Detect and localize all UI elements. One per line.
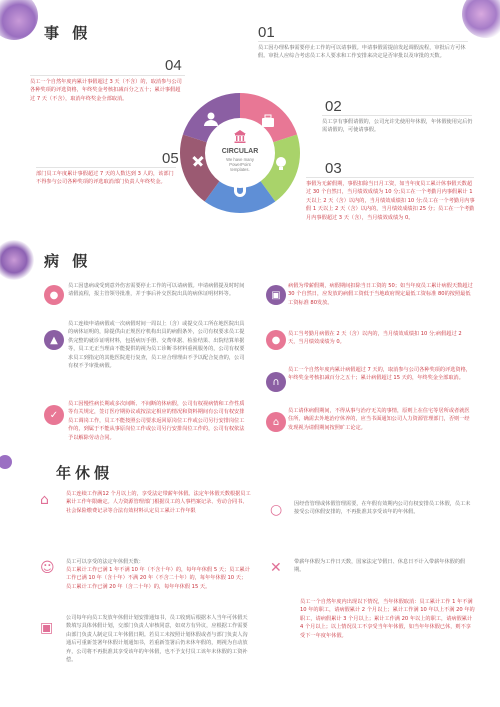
nianjia-left-2b: 员工累计工作已满 1 年不满 10 年（不含十年）的，每年年休假 5 天；员工累计工作已满 10 年（含十年）不满 20 年（不含二十年）的，每年年休假 10 天；员工累计工作已满 20 年（含二十年）的，每年年休假 15 天。 <box>66 567 250 590</box>
nianjia-left-2a: 员工可以享受的法定年休假天数： <box>66 559 144 565</box>
shijia-text-01: 员工因办理私事需要停止工作的可以请事假。申请事假需提前发起调假流程，审批后方可休假。审批人应综合考虑员工本人要求和工作安排来决定是否审批以及审批的天数。 <box>258 45 466 60</box>
flower-decoration <box>462 0 500 38</box>
section-title-nianjia: 年休假 <box>56 464 114 482</box>
bingjia-left-3: 员工因慢性病长期或多次间断、不间断的休病假，公司有权视病情和工作性质等有关规定，签订医疗期协议或按法定相应的情况和资料期间有公司有权安排员工调岗工作，员工不能按照公司要求返回原岗位工作或公司另行安排岗位工作的，到属于不能从事原岗位工作或公司另行安排岗位工作的，公司有权依法予以解除劳动合同。 <box>68 401 245 441</box>
nianjia-right-1: 因经营管理或休假管理需要，在年假有效期内公司有权安排员工休假，员工未接受公司休假安排的，不再批准其享受该年的年休假。 <box>294 501 471 516</box>
item-number-03: 03 <box>325 160 342 177</box>
divider <box>306 177 474 178</box>
circular-subtitle: PowerPoint <box>229 162 251 167</box>
circular-subtitle: We have many <box>226 157 254 162</box>
item-number-05: 05 <box>162 150 179 167</box>
bingjia-right-1: 病假为带薪假期，病假期间扣除当日工资的 50；如当年度员工累计病假天数超过 30 个自然日，应发放的病假工资低于当地政府规定最低工资标准 80的按照最低工资标准 80发放。 <box>288 283 473 306</box>
shijia-text-05: 部门员工年度累计事假超过 7 天的人数达到 3 人的，该部门不得参与公司各种奖项的评选取消部门负责人年终奖金。 <box>36 171 174 186</box>
item-number-02: 02 <box>325 98 342 115</box>
home-icon: ⌂ <box>40 492 49 508</box>
user-icon: ☺ <box>40 560 55 576</box>
bingjia-right-4: 员工请休病假期间，不得从事与治疗无关的事情，原则上在住宅等居所或者就医住所，确需去外地治疗休养的，应当书面通知公司人力资源管理部门，否则一经发现视为请假期间按照旷工论定。 <box>288 408 470 431</box>
flower-decoration <box>0 0 38 40</box>
flower-decoration <box>0 455 12 469</box>
bank-icon: ▲ <box>44 330 64 350</box>
nianjia-right-2: 带薪年休假为工作日天数，国家法定节假日、休息日不计入带薪年休假的假期。 <box>294 559 466 574</box>
bag-icon: ▣ <box>266 285 286 305</box>
pen-icon: ✓ <box>44 405 64 425</box>
nianjia-right-3: 员工一个自然年度内出现以下情况，当年休假取消：员工累计工作 1 年不满 10 年的职工，请病假累计 2 个月以上；累计工作满 10 年以上不满 20 年的职工，请病假累计 3 个月以上；累计工作满 20 年以上的职工，请病假累计 4 个月以上；以上情况员工不享受当年年休假，如当年年休假已休，则不享受下一年度年休假。 <box>300 599 475 639</box>
circular-title: CIRCULAR <box>221 148 259 155</box>
bingjia-left-1: 员工因患病或受到意外伤害需要停止工作的可以请病假。申请病假提及时时间请假流程，报主管领导批准，并于事后补交医院出具的病休证明材料等。 <box>68 283 245 298</box>
shijia-text-04: 员工一个自然年度内累计事假超过 3 天（不含）的，取消参与公司各种奖项的评选资格，年终奖金考核扣减百分之五十；累计事假超过 7 天（不含），取消年终奖金全部取消。 <box>30 79 182 102</box>
magnet-icon: ∩ <box>266 372 286 392</box>
bingjia-right-3: 员工一个自然年度内累计病假超过 7 天的，取消参与公司各种奖项的评选资格，年终奖金考核扣减百分之五十；累计病假超过 15 天的，年终奖金全部取消。 <box>288 367 471 382</box>
section-title-shijia: 事 假 <box>44 24 92 42</box>
bingjia-left-2: 员工连续申请病假或一次病假时间一周以上（含）或提交员工所在地医院出具的病休证明的，除提供由正规医疗机构出具的病假条外，公司有权要求员工提供完整的就诊证明材料，包括病历手册、交费单据、检验结果、出院结算单据等，员工无正当理由不能提供的视为员工诊断书材料重视服务的，公司有权要求员工到指定的其他医院进行复查，员工应合理理由不予以配合复查的，公司有权不予审批病假。 <box>68 321 245 370</box>
divider <box>36 167 176 168</box>
item-number-01: 01 <box>258 24 275 41</box>
shijia-text-02: 员工享有事假请假的，公司允许先使用年休假，年休假使用完后仍需请假的，可使请事假。 <box>322 119 473 134</box>
bag-icon: ▣ <box>40 620 54 636</box>
divider <box>258 41 468 42</box>
divider <box>30 75 185 76</box>
section-title-bingjia: 病 假 <box>44 252 92 270</box>
bulb-icon: ○ <box>270 502 283 518</box>
user-icon: ● <box>44 285 64 305</box>
tools-icon: ✕ <box>270 560 282 576</box>
circular-subtitle: templates. <box>230 167 250 172</box>
home-icon: ⌂ <box>266 412 286 432</box>
shijia-text-03: 事假为无薪假期，事假扣除当日月工资，如当年度员工累计休事假天数超过 30 个自然日，当月绩效成绩为 10 分;员工在一个考勤月内事假累计 1 天以上 2 天（含）以内的，当月绩效成绩扣 10 分;员工在一个考勤月内事假 1 天以上 2 天（含）以内的，当月绩效成绩扣 25 分；员工在一个考勤月内事假超过 3 天（含），当月绩效成绩为 0。 <box>306 181 475 221</box>
nianjia-left-1: 员工连续工作满12 个月以上的，享受法定带薪年休假。法定年休假天数根据员工累计工作年限确定。人力资源管理部门根据员工的人事档案记录、劳动合同书、社会保险缴费记录等合法有效材料认定员工累计工作年限 <box>66 491 251 514</box>
item-number-04: 04 <box>165 57 182 74</box>
user-icon: ● <box>266 330 286 350</box>
bingjia-right-2: 员工当考勤月病假在 2 天（含）以内的，当月绩效成绩扣 10 分;病假超过 2 天，当月绩效成绩为 0。 <box>288 331 462 346</box>
flower-decoration <box>0 240 34 280</box>
nianjia-left-3: 公司每年向员工发放年休假计划安排通知书，员工收到后根据本人当年可休假天数填写具体休假计划，交部门负责人审核同意，如双方有异议，应根据工作需要由部门负责人制定员工年休假日期。若员工未按照计划休假或者与部门负责人沟通后可重新签署年休假计划通知书，若重新签署后仍未休年假的，则视为自动放弃，公司将不再批准其享受该年的年休假，也不予支付员工该年未休假的工资补偿。 <box>66 615 248 664</box>
divider <box>322 115 472 116</box>
circular-diagram <box>175 88 305 218</box>
